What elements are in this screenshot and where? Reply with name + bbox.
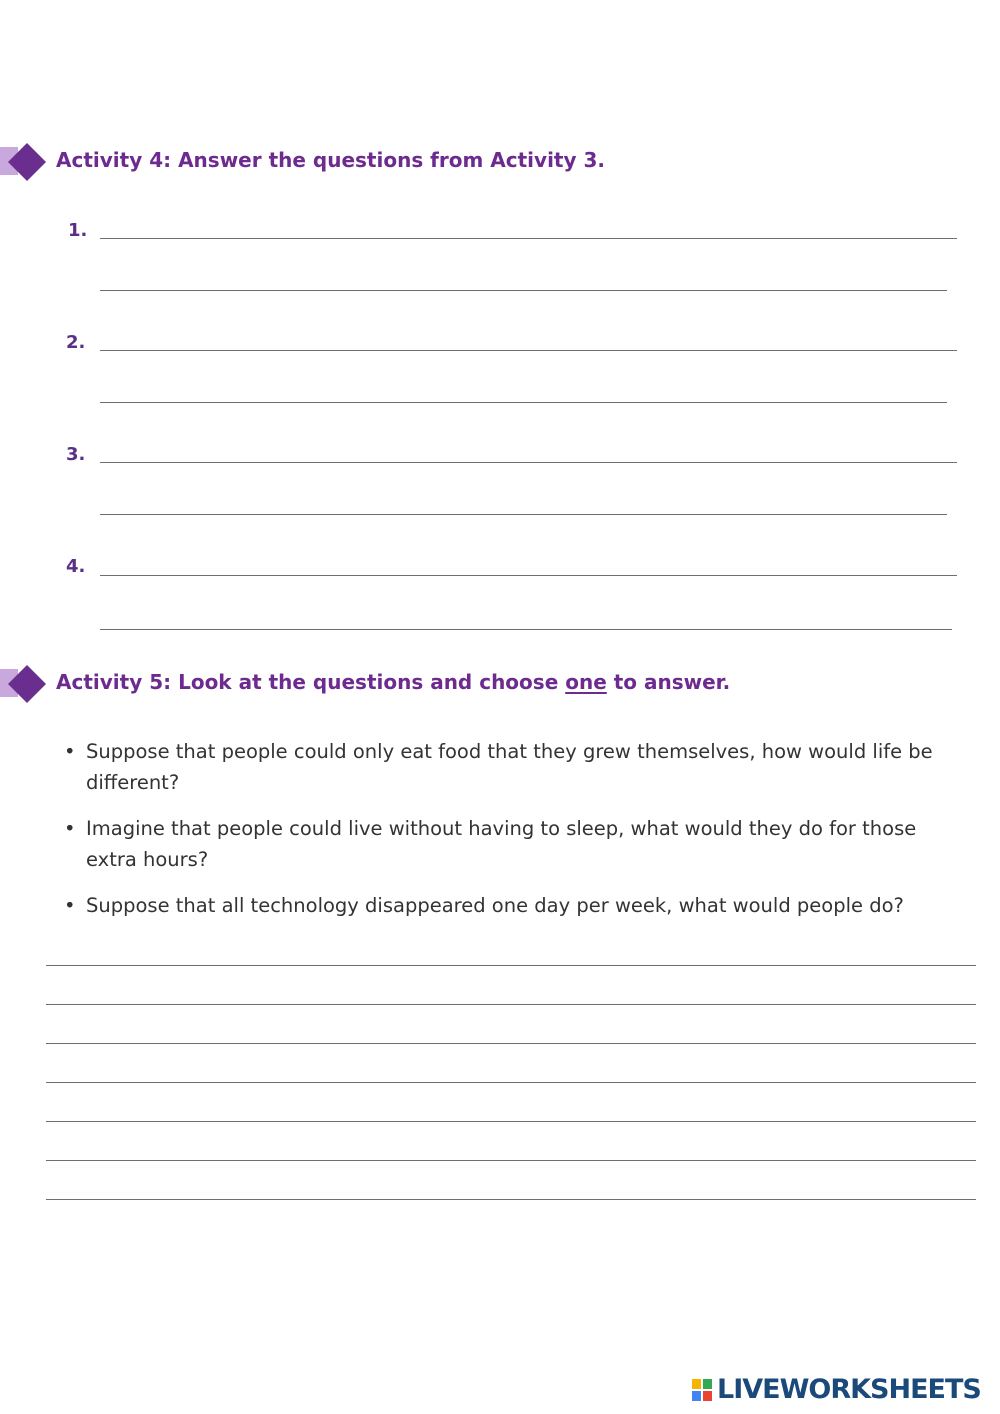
writing-line-6[interactable] [46,1160,976,1161]
logo-grid-icon [692,1379,712,1401]
bullet-icon: • [64,817,76,840]
writing-line-4[interactable] [46,1082,976,1083]
question-number-4: 4. [66,556,86,577]
answer-line-2b[interactable] [100,402,947,403]
writing-line-3[interactable] [46,1043,976,1044]
list-item [62,890,952,921]
answer-line-4b[interactable] [100,629,952,630]
diamond-icon [0,142,50,182]
logo-text: LIVEWORKSHEETS [717,1374,981,1405]
question-number-2: 2. [66,332,86,353]
writing-line-1[interactable] [46,965,976,966]
writing-line-5[interactable] [46,1121,976,1122]
bullet-icon: • [64,740,76,763]
activity-5-heading [0,664,1000,704]
writing-line-7[interactable] [46,1199,976,1200]
list-item [62,813,952,875]
list-item [62,736,952,798]
question-number-3: 3. [66,444,86,465]
question-text: Imagine that people could live without having to sleep, what would they do for those extra hours? [86,817,917,871]
answer-line-3b[interactable] [100,514,947,515]
activity-5-title-end: to answer. [606,670,731,694]
activity-5-title-start: Activity 5: Look at the questions and choose [56,670,566,694]
writing-line-2[interactable] [46,1004,976,1005]
question-text: Suppose that people could only eat food that they grew themselves, how would life be different? [86,740,933,794]
activity-4-title: Activity 4: Answer the questions from Activity 3. [56,148,606,172]
activity-5-title-emphasis: one [565,670,607,694]
diamond-icon [0,664,50,704]
answer-line-4a[interactable] [100,575,957,576]
question-number-1: 1. [68,220,88,241]
activity-4-heading [0,142,1000,182]
question-list [62,736,952,936]
activity-5-title [56,670,730,694]
answer-line-1a[interactable] [100,238,957,239]
question-text: Suppose that all technology disappeared one day per week, what would people do? [86,894,904,917]
liveworksheets-logo[interactable] [692,1374,992,1406]
bullet-icon: • [64,894,76,917]
answer-line-3a[interactable] [100,462,957,463]
answer-line-2a[interactable] [100,350,957,351]
answer-line-1b[interactable] [100,290,947,291]
